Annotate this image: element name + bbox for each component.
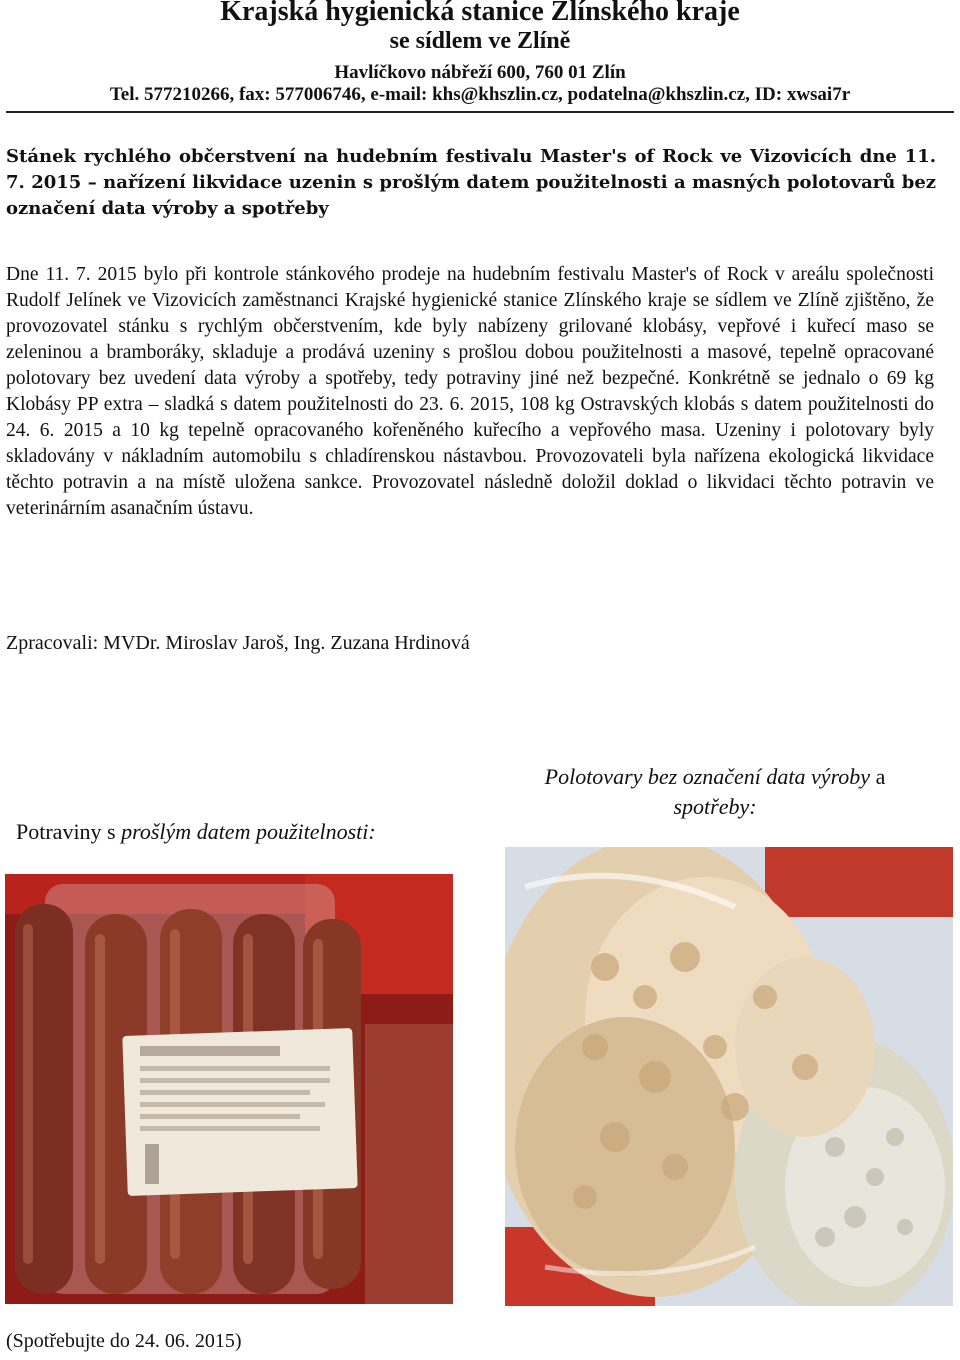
sausages-illustration [5, 874, 453, 1304]
expired-sausages-photo [5, 874, 453, 1304]
unlabeled-products-photo [505, 847, 953, 1306]
org-contacts: Tel. 577210266, fax: 577006746, e-mail: khs@khszlin.cz, podatelna@khszlin.cz, ID: xwsai7r [109, 83, 851, 105]
org-name: Krajská hygienická stanice Zlínského kraje [220, 0, 740, 27]
right-caption-plain: a [870, 764, 886, 789]
org-address: Havlíčkovo nábřeží 600, 760 01 Zlín [334, 61, 626, 83]
header-divider [6, 111, 954, 113]
semi-finished-meat-illustration [505, 847, 953, 1306]
right-caption-italic-1: Polotovary bez označení data výroby [544, 764, 871, 789]
right-caption-italic-2: spotřeby: [673, 794, 757, 819]
authors-line: Zpracovali: MVDr. Miroslav Jaroš, Ing. Zuzana Hrdinová [6, 632, 470, 654]
right-photo-caption [505, 762, 925, 822]
left-caption-plain: Potraviny s [16, 819, 122, 844]
report-title: Stánek rychlého občerstvení na hudebním festivalu Master's of Rock ve Vizovicích dne 11. 7. 2015 – nařízení likvidace uzenin s prošlým datem použitelnosti a masných polotovarů bez označení data výroby a spotřeby [6, 146, 936, 219]
letterhead [0, 0, 960, 105]
best-before-note: (Spotřebujte do 24. 06. 2015) [6, 1330, 242, 1352]
report-body: Dne 11. 7. 2015 bylo při kontrole stánkového prodeje na hudebním festivalu Master's of Rock v areálu společnosti Rudolf Jelínek ve Vizovicích zaměstnanci Krajské hygienické stanice Zlínského kraje se sídlem ve Zlíně zjištěno, že provozovatel stánku s rychlým občerstvením, kde byly nabízeny grilované klobásy, vepřové i kuřecí maso se zeleninou a bramboráky, skladuje a prodává uzeniny s prošlou dobou použitelnosti a masové, tepelně opracované polotovary bez uvedení data výroby a spotřeby, tedy potraviny jiné než bezpečné. Konkrétně se jednalo o 69 kg Klobásy PP extra – sladká s datem použitelnosti do 23. 6. 2015, 108 kg Ostravských klobás s datem použitelnosti do 24. 6. 2015 a 10 kg tepelně opracovaného kořeněného kuřecího a vepřového masa. Uzeniny i polotovary byly skladovány v nákladním automobilu s chladírenskou nástavbou. Provozovateli byla nařízena ekologická likvidace těchto potravin a na místě uložena sankce. Provozovatel následně doložil doklad o likvidaci těchto potravin ve veterinárním asanačním ústavu. [6, 264, 934, 519]
left-photo-caption [16, 819, 376, 845]
left-caption-italic: prošlým datem použitelnosti: [121, 819, 376, 844]
org-seat: se sídlem ve Zlíně [389, 28, 571, 55]
